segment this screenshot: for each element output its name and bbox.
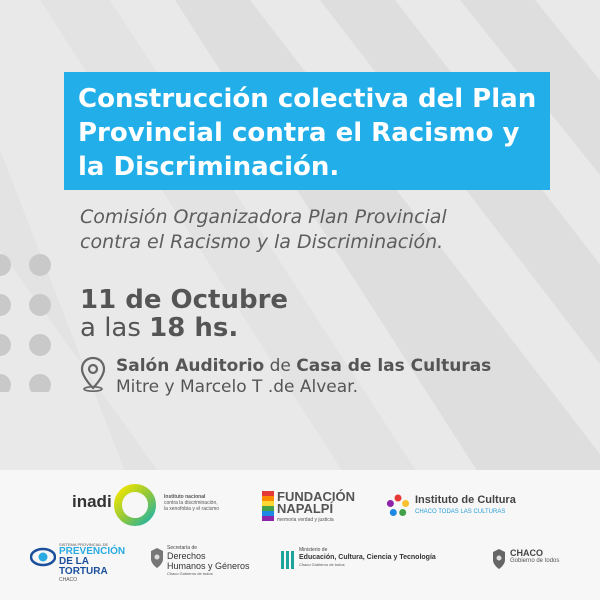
inadi-tagline-2: contra la discriminación,: [164, 500, 218, 506]
cultura-name: Instituto de Cultura: [415, 494, 516, 506]
title-banner: [64, 72, 550, 190]
rainbow-flag-icon: [262, 491, 274, 521]
organizer-subtitle: [80, 205, 447, 255]
title-line-3: la Discriminación.: [78, 152, 340, 182]
inadi-tagline-1: Instituto nacional: [164, 494, 206, 500]
event-datetime: [80, 286, 288, 342]
derechos-line-1: Derechos: [167, 551, 206, 561]
subtitle-line-2: contra el Racismo y la Discriminación.: [80, 231, 444, 253]
event-time-prefix: a las: [80, 313, 150, 343]
derechos-small: Secretaría de: [167, 545, 198, 551]
educacion-line-2: Chaco Gobierno de todos: [299, 562, 345, 567]
event-date: 11 de Octubre: [80, 285, 289, 315]
cultura-tagline: CHACO TODAS LAS CULTURAS: [415, 509, 506, 515]
napalpi-line-1: FUNDACIÓN: [277, 489, 355, 504]
venue-building: Casa de las Culturas: [296, 356, 492, 376]
subtitle-line-1: Comisión Organizadora Plan Provincial: [80, 206, 447, 228]
eye-icon: [30, 544, 56, 570]
derechos-humanos-logo: [150, 545, 270, 579]
chaco-shield-icon: [150, 547, 164, 569]
location-pin-icon: [80, 356, 106, 392]
fundacion-napalpi-logo: [262, 491, 362, 525]
prevencion-tortura-logo: [30, 542, 140, 583]
napalpi-tagline: memoria verdad y justicia: [277, 517, 334, 523]
venue-connector: de: [264, 356, 297, 376]
chaco-line-2: Gobierno de todos: [510, 558, 560, 564]
ministerio-educacion-logo: [281, 547, 481, 579]
prevencion-text: [59, 542, 140, 583]
educacion-small: Ministerio de: [299, 547, 328, 553]
derechos-line-3: Chaco Gobierno de todos: [167, 571, 213, 576]
prevencion-line-2: DE LA TORTURA: [59, 556, 108, 577]
educacion-line-1: Educación, Cultura, Ciencia y Tecnología: [299, 554, 436, 561]
event-time: 18 hs.: [149, 313, 239, 343]
inadi-wordmark: inadi: [72, 492, 112, 511]
decorative-dots: [0, 252, 60, 392]
chaco-line-1: CHACO: [510, 548, 543, 558]
title-line-1: Construcción colectiva del Plan: [78, 84, 537, 114]
venue-line: [116, 356, 491, 377]
inadi-tagline-3: la xenofobia y el racismo: [164, 506, 220, 512]
ministerio-bars-icon: [281, 551, 295, 569]
prevencion-line-3: CHACO: [59, 577, 78, 583]
napalpi-name: [277, 491, 355, 515]
event-venue: [116, 356, 491, 398]
venue-address: Mitre y Marcelo T .de Alvear.: [116, 377, 359, 397]
venue-hall: Salón Auditorio: [116, 356, 265, 376]
educacion-text: [299, 547, 436, 567]
chaco-gobierno-logo: [492, 546, 582, 572]
instituto-cultura-logo: [386, 494, 546, 520]
derechos-text: [167, 545, 250, 576]
event-time-line: [80, 314, 288, 342]
inadi-logo: [72, 482, 262, 528]
chaco-emblem-icon: [492, 548, 506, 570]
title-line-2: Provincial contra el Racismo y: [78, 118, 520, 148]
prevencion-line-1: PREVENCIÓN: [59, 546, 126, 557]
cultura-star-icon: [386, 494, 410, 518]
chaco-text: [510, 548, 559, 565]
napalpi-line-2: NAPALPÍ: [277, 501, 334, 516]
derechos-line-2: Humanos y Géneros: [167, 561, 250, 571]
prevencion-small: SISTEMA PROVINCIAL DE: [59, 542, 109, 547]
inadi-tagline: [164, 494, 219, 512]
inadi-ring-icon: [112, 482, 158, 528]
